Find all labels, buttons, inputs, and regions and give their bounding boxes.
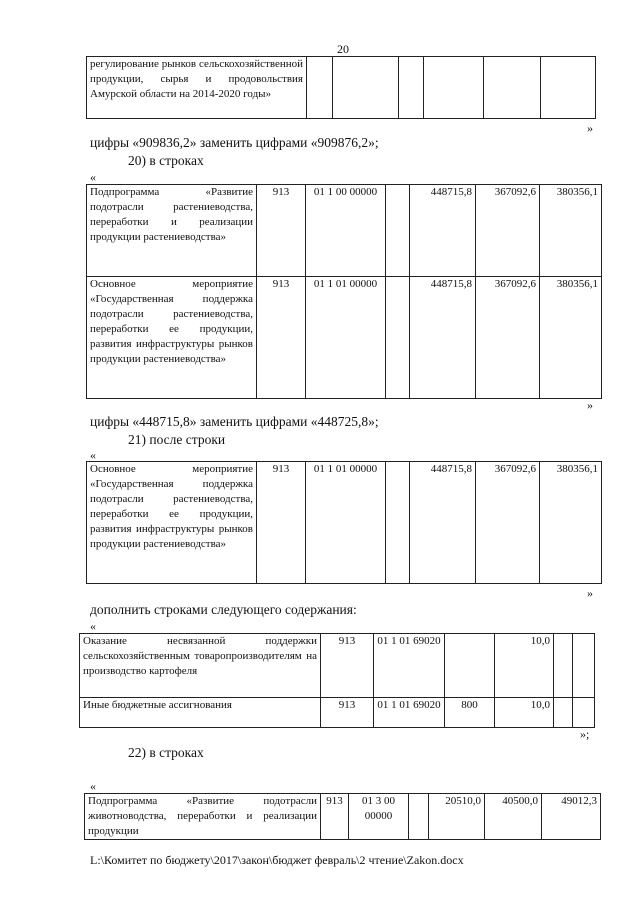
row-vr [409,794,429,840]
table-row [85,794,601,840]
empty-cell [554,634,573,698]
table-row [80,634,595,698]
table-row [87,57,596,119]
empty-cell [399,57,424,119]
empty-cell [307,57,333,119]
row-value-2: 367092,6 [476,277,540,399]
item-20-heading: 20) в строках [128,153,204,168]
page-number: 20 [337,42,349,56]
table-continuation [86,56,596,119]
row-value-1: 448715,8 [410,462,476,584]
row-code: 913 [321,634,374,698]
empty-cell [573,634,595,698]
row-vr [386,185,410,277]
row-csr: 01 1 00 00000 [306,185,386,277]
row-value-1: 10,0 [495,698,554,728]
row-name: Основное мероприятие «Государственная поддержка подотрасли растениеводства, переработки ее продукции, развития инфраструктуры рынков продукции растениеводства» [87,462,257,584]
row-name: Оказание несвязанной поддержки сельскохозяйственным товаропроизводителям на производство картофеля [80,634,321,698]
row-value-3: 380356,1 [540,185,602,277]
row-code: 913 [257,462,306,584]
instruction-paragraph: дополнить строками следующего содержания: [90,602,357,617]
row-code: 913 [257,277,306,399]
table-after-row [86,461,602,584]
row-name: Иные бюджетные ассигнования [80,698,321,728]
row-vr [386,462,410,584]
empty-cell [424,57,484,119]
open-quote: « [90,448,96,462]
close-quote: » [587,586,593,600]
footer-file-path: L:\Комитет по бюджету\2017\закон\бюджет февраль\2 чтение\Zakon.docx [90,853,464,867]
row-name: Основное мероприятие «Государственная поддержка подотрасли растениеводства, переработки ее продукции, развития инфраструктуры рынков продукции растениеводства» [87,277,257,399]
item-21-heading: 21) после строки [128,432,226,447]
table-row [87,462,602,584]
row-value-1: 10,0 [495,634,554,698]
row-value-3: 380356,1 [540,462,602,584]
row-value-3: 49012,3 [542,794,601,840]
row-csr: 01 1 01 00000 [306,462,386,584]
row-csr: 01 1 01 69020 [374,698,445,728]
table-rows-20 [86,184,602,399]
row-code: 913 [257,185,306,277]
open-quote: « [90,170,96,184]
row-name: Подпрограмма «Развитие подотрасли растениеводства, переработки и реализации продукции растениеводства» [87,185,257,277]
table-row [87,185,602,277]
table-row [80,698,595,728]
empty-cell [573,698,595,728]
table-rows-22 [84,793,601,840]
open-quote: « [90,779,96,793]
close-quote-semicolon: »; [580,727,590,741]
row-vr [445,634,495,698]
row-value-1: 448715,8 [410,277,476,399]
item-22-heading: 22) в строках [128,745,204,760]
row-csr: 01 1 01 69020 [374,634,445,698]
row-value-2: 367092,6 [476,462,540,584]
row-value-2: 40500,0 [485,794,542,840]
close-quote: » [587,121,593,135]
empty-cell [541,57,596,119]
open-quote: « [90,619,96,633]
empty-cell [333,57,399,119]
row-vr: 800 [445,698,495,728]
empty-cell [554,698,573,728]
instruction-paragraph: цифры «448715,8» заменить цифрами «448725,8»; [90,414,379,429]
empty-cell [484,57,541,119]
instruction-paragraph: цифры «909836,2» заменить цифрами «909876,2»; [90,135,379,150]
row-csr: 01 1 01 00000 [306,277,386,399]
row-code: 913 [321,794,349,840]
row-value-2: 367092,6 [476,185,540,277]
row-value-3: 380356,1 [540,277,602,399]
row-value-1: 20510,0 [429,794,485,840]
row-name: Подпрограмма «Развитие подотрасли животноводства, переработки и реализации продукции [85,794,321,840]
row-name: регулирование рынков сельскохозяйственной продукции, сырья и продовольствия Амурской области на 2014-2020 годы» [87,57,307,119]
close-quote: » [587,398,593,412]
row-value-1: 448715,8 [410,185,476,277]
table-new-rows [79,633,595,728]
row-code: 913 [321,698,374,728]
row-vr [386,277,410,399]
row-csr: 01 3 00 00000 [349,794,409,840]
table-row [87,277,602,399]
